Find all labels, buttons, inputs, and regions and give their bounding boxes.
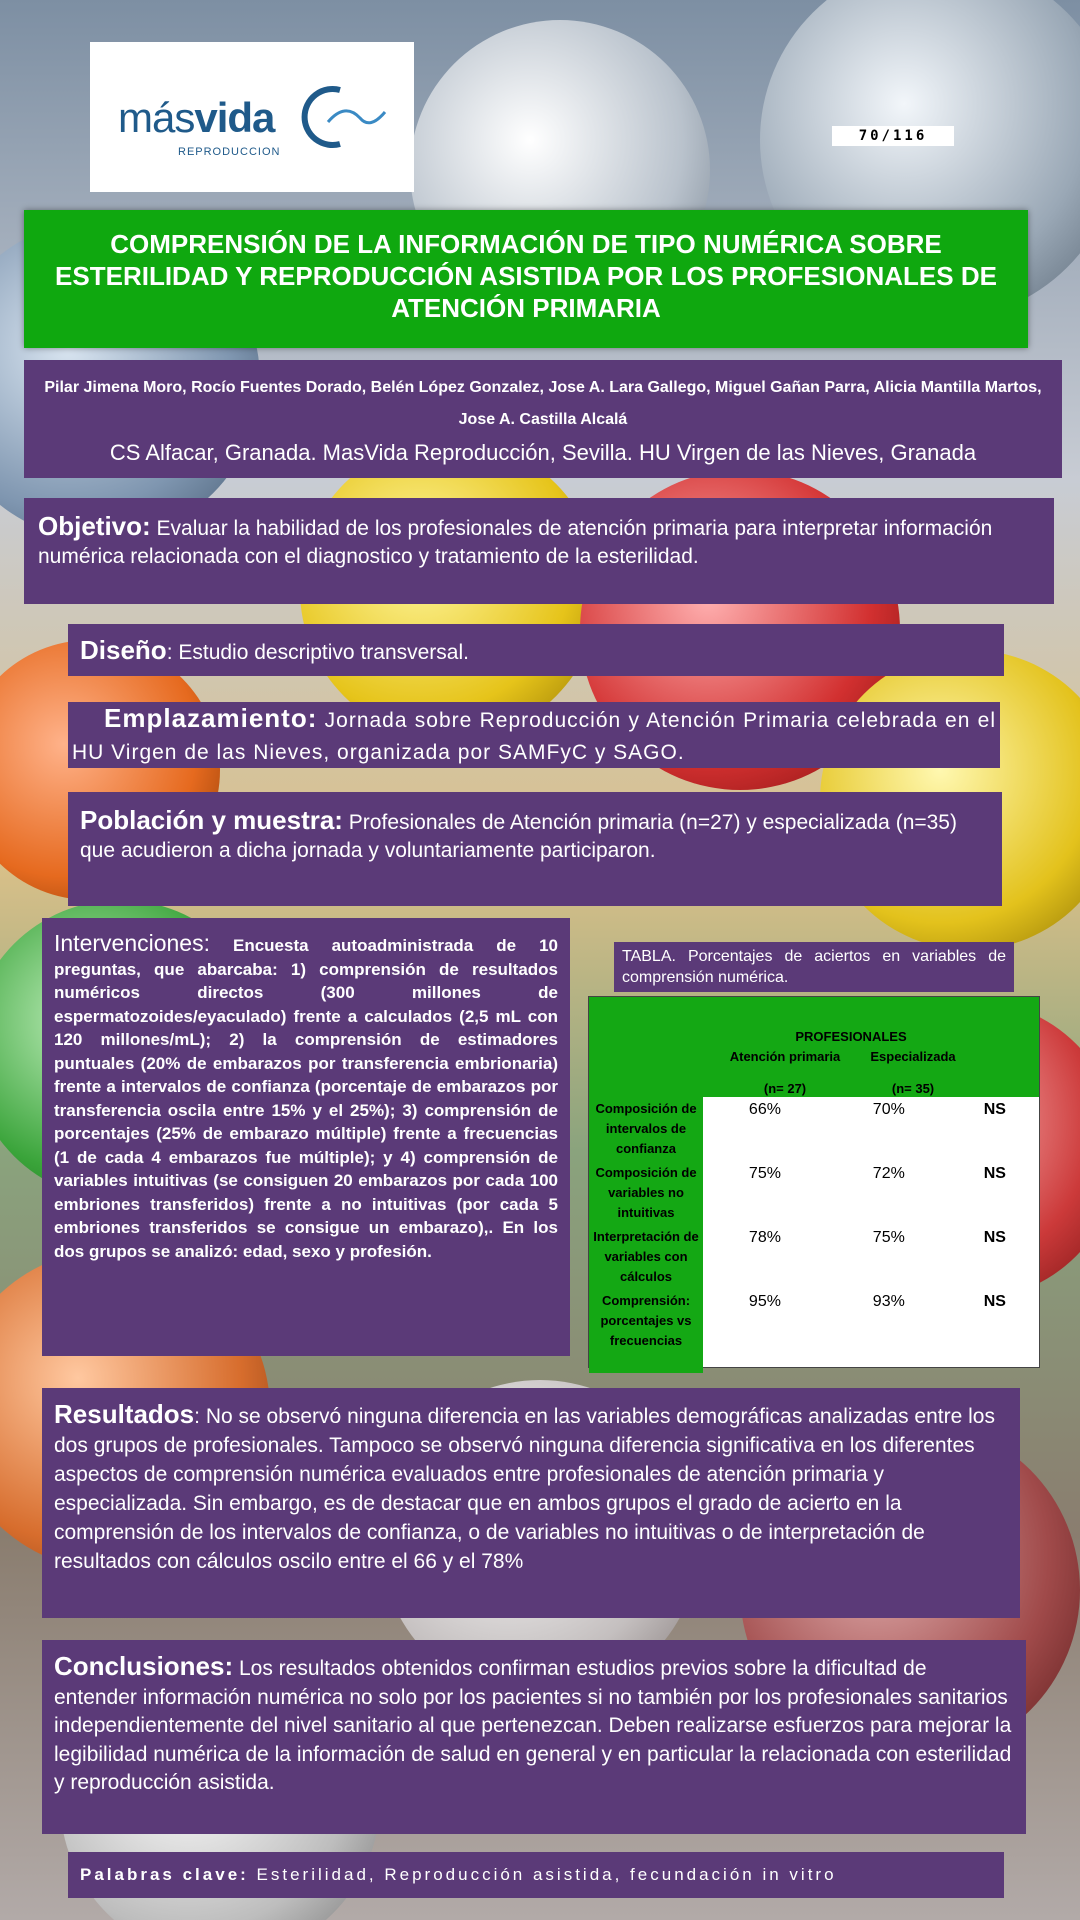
objetivo-panel bbox=[24, 498, 1054, 604]
table-n-primaria: (n= 27) bbox=[763, 1081, 807, 1096]
logo-wordmark bbox=[118, 94, 274, 142]
resultados-heading: Resultados bbox=[54, 1399, 195, 1429]
logo-brand-bold: vida bbox=[194, 94, 275, 141]
table-caption: TABLA. Porcentajes de aciertos en variables de comprensión numérica. bbox=[622, 948, 1006, 986]
conclusiones-panel bbox=[42, 1640, 1026, 1834]
logo-brand-light: más bbox=[118, 94, 195, 141]
row-value-primaria: 66% bbox=[748, 1101, 781, 1118]
row-value-especializada: 75% bbox=[872, 1229, 905, 1246]
palabras-clave-text: Esterilidad, Reproducción asistida, fecundación in vitro bbox=[248, 1865, 837, 1884]
diseno-heading: Diseño bbox=[80, 635, 167, 665]
intervenciones-text: Encuesta autoadministrada de 10 preguntas, que abarcaba: 1) comprensión de resultados numéricos directos (300 millones de espermatozoides/eyaculado) frente a calculados (2,5 mL con 120 millones/mL); 2) la comprensión de estimadores puntuales (20% de embarazos por transferencia embrionaria) frente a intervalos de confianza (porcentaje de embarazos por transferencia oscila entre 15% y el 25%); 3) comprensión de porcentajes (25% de embarazo múltiple) frente a frecuencias (1 de cada 4 embarazos fue múltiple); y 4) comprensión de variables intuitivas (se consiguen 20 embarazos por cada 100 embriones transferidos) frente a no intuitivas (por cada 5 embriones transferidos se consigue un embarazo),. En los dos grupos se analizó: edad, sexo y profesión. bbox=[54, 936, 558, 1261]
palabras-clave-heading: Palabras clave: bbox=[80, 1865, 249, 1884]
emplazamiento-text: Jornada sobre Reproducción y Atención Primaria celebrada en el HU Virgen de las Nieves, organizada por SAMFyC y SAGO. bbox=[72, 709, 996, 764]
masvida-logo bbox=[90, 42, 414, 192]
poster-title: COMPRENSIÓN DE LA INFORMACIÓN DE TIPO NUMÉRICA SOBRE ESTERILIDAD Y REPRODUCCIÓN ASISTIDA POR LOS PROFESIONALES DE ATENCIÓN PRIMARIA bbox=[24, 210, 1028, 348]
row-value-primaria: 75% bbox=[748, 1165, 781, 1182]
resultados-panel bbox=[42, 1388, 1020, 1618]
emplazamiento-heading: Emplazamiento: bbox=[104, 703, 318, 733]
intervenciones-panel bbox=[42, 918, 570, 1356]
row-value-especializada: 72% bbox=[872, 1165, 905, 1182]
conclusiones-heading: Conclusiones: bbox=[54, 1651, 234, 1681]
table-col-especializada: Especializada bbox=[870, 1049, 956, 1064]
poblacion-heading: Población y muestra: bbox=[80, 805, 343, 835]
table-group-header: PROFESIONALES bbox=[795, 1029, 907, 1044]
conclusiones-text: Los resultados obtenidos confirman estudios previos sobre la dificultad de entender información numérica no solo por los pacientes si no también por los profesionales sanitarios independientemente del nivel sanitario al que pertenezcan. Deben realizarse esfuerzos para mejorar la legibilidad numérica de la información de salud en general y en particular la relacionada con esterilidad y reproducción asistida. bbox=[54, 1657, 1012, 1794]
authors-panel bbox=[24, 360, 1062, 478]
table-row bbox=[589, 1161, 1039, 1225]
row-label: Composición de variables no intuitivas bbox=[589, 1161, 703, 1225]
table-n-especializada: (n= 35) bbox=[891, 1081, 935, 1096]
row-value-especializada: 70% bbox=[872, 1101, 905, 1118]
palabras-clave-panel bbox=[68, 1852, 1004, 1898]
logo-subtitle: REPRODUCCION bbox=[178, 146, 281, 158]
poster-code: 70/116 bbox=[832, 126, 954, 146]
logo-swirl-icon bbox=[300, 82, 400, 152]
diseno-panel bbox=[68, 624, 1004, 676]
table-row bbox=[589, 1097, 1039, 1161]
row-label: Comprensión: porcentajes vs frecuencias bbox=[589, 1289, 703, 1373]
row-label: Interpretación de variables con cálculos bbox=[589, 1225, 703, 1289]
row-significance: NS bbox=[983, 1165, 1006, 1182]
row-significance: NS bbox=[983, 1101, 1006, 1118]
author-list: Pilar Jimena Moro, Rocío Fuentes Dorado, Belén López Gonzalez, Jose A. Lara Gallego, Miguel Gañan Parra, Alicia Mantilla Martos, Jose A. Castilla Alcalá bbox=[44, 379, 1042, 428]
row-significance: NS bbox=[983, 1293, 1006, 1310]
diseno-text: : Estudio descriptivo transversal. bbox=[166, 641, 469, 664]
results-table bbox=[588, 996, 1040, 1368]
row-value-especializada: 93% bbox=[872, 1293, 905, 1310]
objetivo-heading: Objetivo: bbox=[38, 511, 151, 541]
table-col-primaria: Atención primaria bbox=[729, 1049, 841, 1064]
poblacion-text: Profesionales de Atención primaria (n=27) y especializada (n=35) que acudieron a dicha jornada y voluntariamente participaron. bbox=[80, 811, 957, 862]
row-significance: NS bbox=[983, 1229, 1006, 1246]
table-row bbox=[589, 1289, 1039, 1373]
objetivo-text: Evaluar la habilidad de los profesionales de atención primaria para interpretar información numérica relacionada con el diagnostico y tratamiento de la esterilidad. bbox=[38, 517, 993, 568]
resultados-text: : No se observó ninguna diferencia en las variables demográficas analizadas entre los dos grupos de profesionales. Tampoco se observó ninguna diferencia significativa en los diferentes aspectos de comprensión numérica evaluados entre profesionales de atención primaria y especializada. Sin embargo, es de destacar que en ambos grupos el grado de acierto en la comprensión de los intervalos de confianza, o de variables no intuitivas o de interpretación de resultados con cálculos oscilo entre el 66 y el 78% bbox=[54, 1405, 995, 1573]
emplazamiento-panel bbox=[68, 702, 1000, 768]
poblacion-panel bbox=[68, 792, 1002, 906]
table-row bbox=[589, 1225, 1039, 1289]
row-value-primaria: 95% bbox=[748, 1293, 781, 1310]
row-value-primaria: 78% bbox=[748, 1229, 781, 1246]
affiliations: CS Alfacar, Granada. MasVida Reproducción, Sevilla. HU Virgen de las Nieves, Granada bbox=[109, 440, 977, 465]
row-label: Composición de intervalos de confianza bbox=[589, 1097, 703, 1161]
intervenciones-heading: Intervenciones: bbox=[54, 930, 210, 956]
table-caption-box bbox=[614, 942, 1014, 992]
